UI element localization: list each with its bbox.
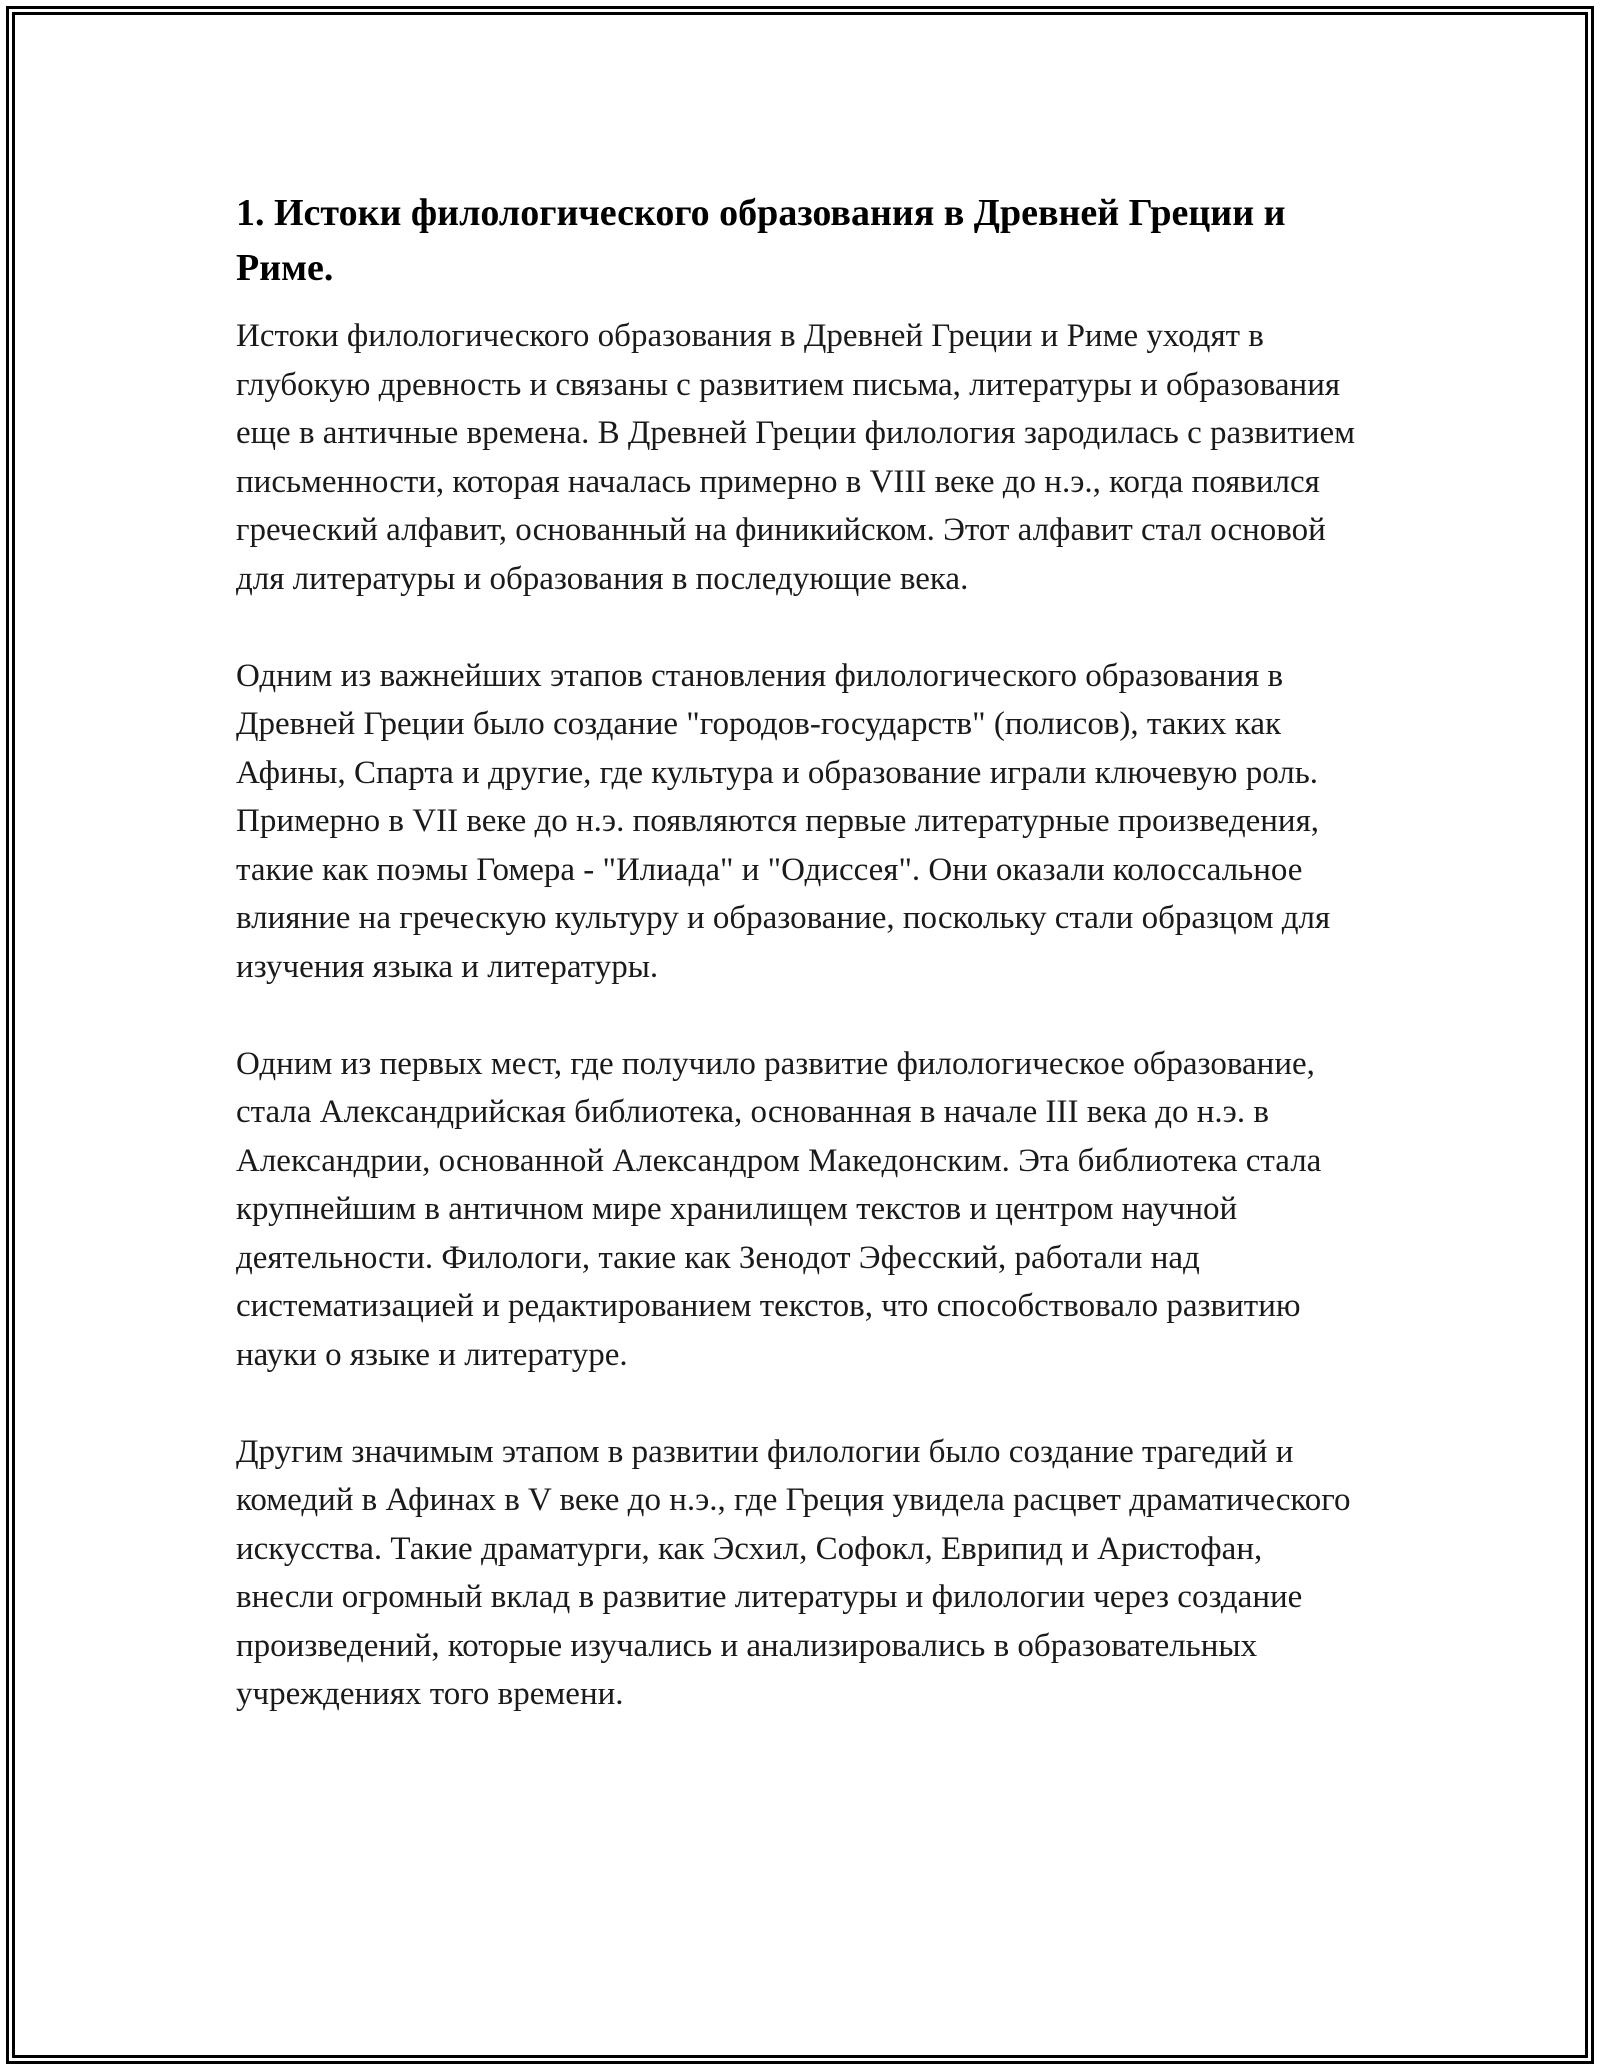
paragraph-4: Другим значимым этапом в развитии филологии было создание трагедий и комедий в Афинах в V веке до н.э., где Греция увидела расцвет драматического искусства. Такие драматурги, как Эсхил, Софокл, Еврипид и Аристофан, внесли огромный вклад в развитие литературы и филологии через создание произведений, которые изучались и анализировались в образовательных учреждениях того времени. [236,1433,1351,1712]
paragraph-3: Одним из первых мест, где получило развитие филологическое образование, стала Александрийская библиотека, основанная в начале III века до н.э. в Александрии, основанной Александром Македонским. Эта библиотека стала крупнейшим в античном мире хранилищем текстов и центром научной деятельности. Филологи, такие как Зенодот Эфесский, работали над систематизацией и редактированием текстов, что способствовало развитию науки о языке и литературе. [236,1045,1322,1373]
document-title: 1. Истоки филологического образования в Древней Греции и Риме. [236,192,1286,289]
document-body [236,186,1366,1767]
paragraph-1: Истоки филологического образования в Древней Греции и Риме уходят в глубокую древность и связаны с развитием письма, литературы и образования еще в античные времена. В Древней Греции филология зародилась с развитием письменности, которая началась примерно в VIII веке до н.э., когда появился греческий алфавит, основанный на финикийском. Этот алфавит стал основой для литературы и образования в последующие века. [236,318,1356,597]
paragraph-2: Одним из важнейших этапов становления филологического образования в Древней Греции было создание "городов-государств" (полисов), таких как Афины, Спарта и другие, где культура и образование играли ключевую роль. Примерно в VII веке до н.э. появляются первые литературные произведения, такие как поэмы Гомера - "Илиада" и "Одиссея". Они оказали колоссальное влияние на греческую культуру и образование, поскольку стали образцом для изучения языка и литературы. [236,657,1331,985]
